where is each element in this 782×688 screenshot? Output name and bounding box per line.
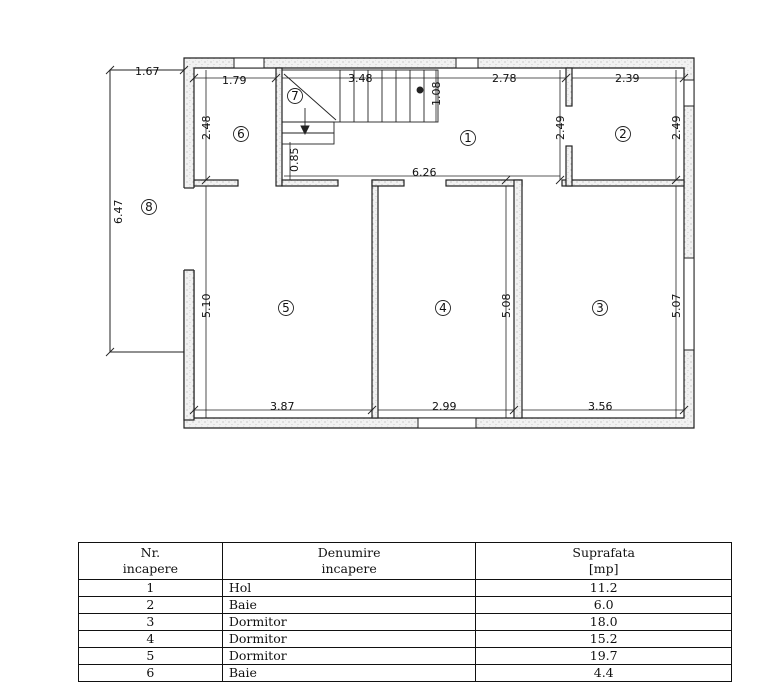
dim-2-49-bath: 2.49: [670, 115, 683, 140]
cell-nr: 5: [79, 648, 223, 665]
room-number-2: 2: [619, 127, 627, 141]
table-header-row: [79, 543, 732, 580]
cell-nr: 1: [79, 580, 223, 597]
header-nr-line2: incapere: [122, 561, 179, 576]
cell-name: Dormitor: [222, 631, 476, 648]
dim-5-10: 5.10: [200, 293, 213, 318]
cell-area: 6.0: [476, 597, 732, 614]
cell-area: 15.2: [476, 631, 732, 648]
room-area-table: [78, 542, 732, 682]
room-number-7: 7: [291, 89, 299, 103]
header-name: [222, 543, 476, 580]
table-row: [79, 614, 732, 631]
header-area-line1: Suprafata: [572, 545, 635, 560]
header-name-line2: incapere: [321, 561, 377, 576]
room-number-3: 3: [596, 301, 604, 315]
dim-2-99: 2.99: [432, 400, 457, 413]
room-number-8: 8: [145, 200, 153, 214]
window-top-mid: [456, 58, 478, 68]
dim-5-08: 5.08: [500, 293, 513, 318]
cell-area: 11.2: [476, 580, 732, 597]
cell-name: Hol: [222, 580, 476, 597]
cell-area: 18.0: [476, 614, 732, 631]
window-right-top: [684, 80, 694, 106]
wall-bath2-bottom: [562, 180, 684, 186]
header-area: [476, 543, 732, 580]
header-name-line1: Denumire: [317, 545, 381, 560]
cell-name: Dormitor: [222, 614, 476, 631]
dim-3-48: 3.48: [348, 72, 373, 85]
room-number-6: 6: [237, 127, 245, 141]
dim-2-48: 2.48: [200, 115, 213, 140]
cell-nr: 2: [79, 597, 223, 614]
dim-6-47: 6.47: [112, 199, 125, 224]
cell-area: 19.7: [476, 648, 732, 665]
wall-stair-left: [276, 68, 282, 186]
left-wall-opening: [183, 188, 195, 270]
dim-1-67: 1.67: [135, 65, 160, 78]
dim-2-78: 2.78: [492, 72, 517, 85]
window-right-mid: [684, 258, 694, 350]
table-row: [79, 665, 732, 682]
wall-left-stub: [184, 270, 194, 420]
room-number-5: 5: [282, 301, 290, 315]
cell-name: Baie: [222, 597, 476, 614]
cell-area: 4.4: [476, 665, 732, 682]
dim-3-56: 3.56: [588, 400, 613, 413]
outer-wall: [184, 58, 694, 428]
wall-hall-mid-left: [282, 180, 338, 186]
header-nr-line1: Nr.: [140, 545, 161, 560]
header-nr: [79, 543, 223, 580]
walls: [184, 58, 694, 428]
table-row: [79, 648, 732, 665]
cell-nr: 3: [79, 614, 223, 631]
wall-room4-top-right: [446, 180, 522, 186]
room-number-1: 1: [464, 131, 472, 145]
dim-2-39: 2.39: [615, 72, 640, 85]
wall-room4-right: [514, 180, 522, 418]
wall-room4-left: [372, 180, 378, 418]
dim-2-49-hall: 2.49: [554, 115, 567, 140]
window-bottom: [418, 418, 476, 428]
wall-hall-left: [194, 180, 238, 186]
dim-5-07: 5.07: [670, 293, 683, 318]
dim-0-85: 0.85: [288, 147, 301, 172]
dim-6-26: 6.26: [412, 166, 437, 179]
cell-name: Dormitor: [222, 648, 476, 665]
wall-bath2-left-top: [566, 68, 572, 106]
wall-room4-top-left: [372, 180, 404, 186]
window-top-left: [234, 58, 264, 68]
table-row: [79, 631, 732, 648]
room-number-4: 4: [439, 301, 447, 315]
header-area-line2: [mp]: [588, 561, 619, 576]
table-row: [79, 597, 732, 614]
dim-1-79: 1.79: [222, 74, 247, 87]
windows: [234, 58, 694, 428]
dim-3-87: 3.87: [270, 400, 295, 413]
table-row: [79, 580, 732, 597]
cell-name: Baie: [222, 665, 476, 682]
cell-nr: 4: [79, 631, 223, 648]
dim-1-08: 1.08: [430, 81, 443, 106]
cell-nr: 6: [79, 665, 223, 682]
dimension-labels: [112, 65, 683, 413]
wall-bath2-left-bottom: [566, 146, 572, 186]
